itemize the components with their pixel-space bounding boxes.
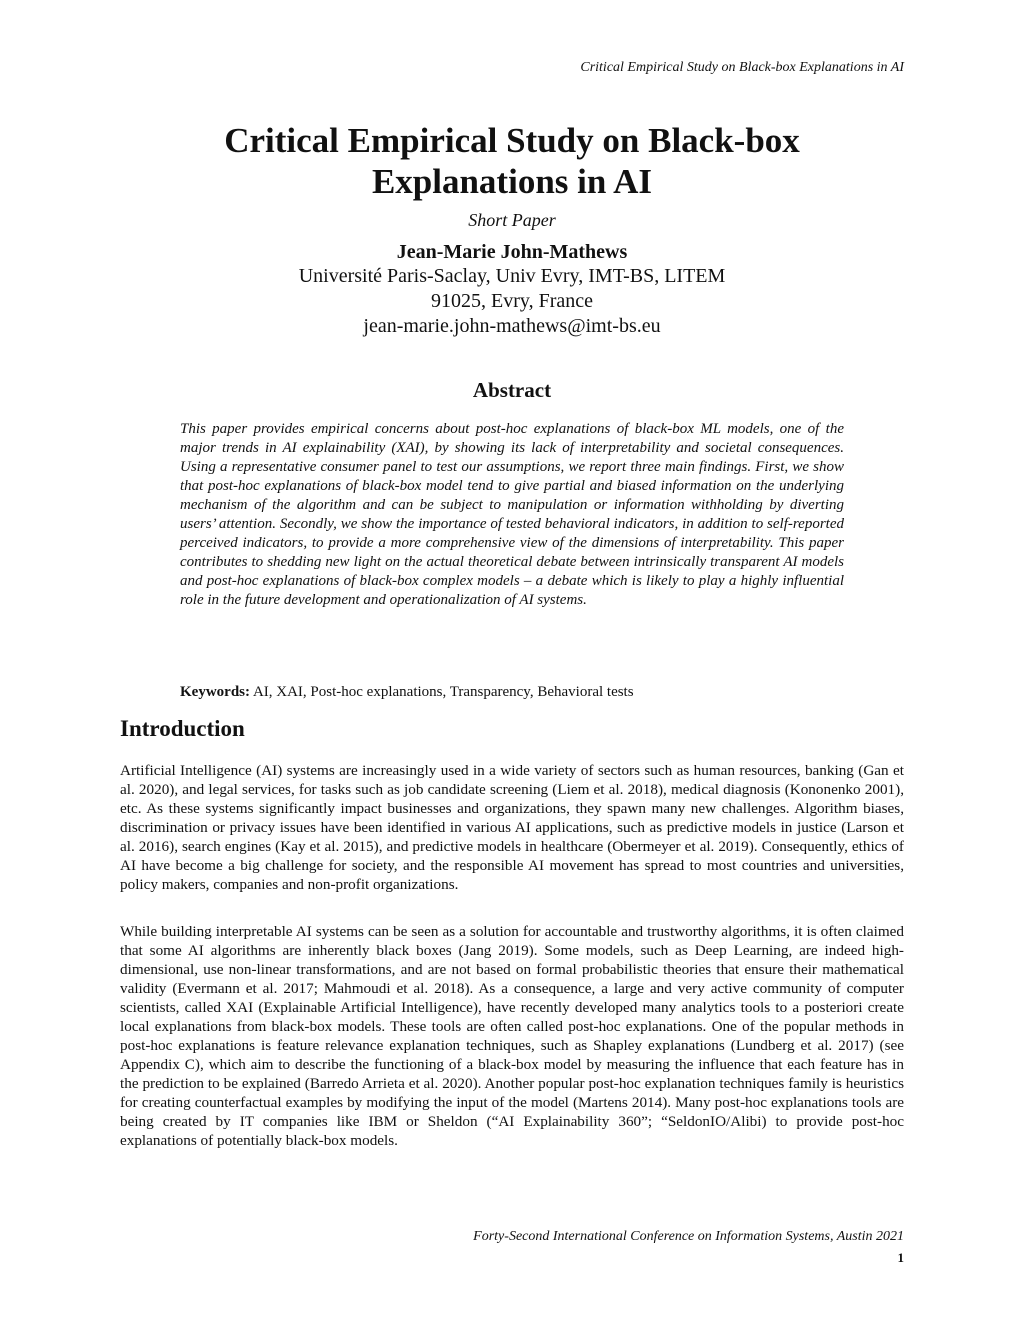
title-block	[0, 120, 1024, 339]
introduction-paragraph-1: Artificial Intelligence (AI) systems are increasingly used in a wide variety of sectors such as human resources, banking (Gan et al. 2020), and legal services, for tasks such as job candidate screening (Liem et al. 2018), medical diagnosis (Kononenko 2001), etc. As these systems significantly impact businesses and organizations, they spawn many new challenges. Algorithm biases, discrimination or privacy issues have been identified in various AI applications, such as predictive models in justice (Larson et al. 2016), search engines (Kay et al. 2015), and predictive models in healthcare (Obermeyer et al. 2019). Consequently, ethics of AI have become a big challenge for society, and the responsible AI movement has spread to most countries and universities, policy makers, companies and non-profit organizations.	[120, 762, 904, 893]
author-address: 91025, Evry, France	[431, 290, 593, 312]
abstract-text: This paper provides empirical concerns about post-hoc explanations of black-box ML models, one of the major trends in AI explainability (XAI), by showing its lack of interpretability and societal consequences. Using a representative consumer panel to test our assumptions, we report three main findings. First, we show that post-hoc explanations of black-box model tend to give partial and biased information on the underlying mechanism of the algorithm and can be subject to manipulation or information withholding by diverting users’ attention. Secondly, we show the importance of tested behavioral indicators, in addition to self-reported perceived indicators, to provide a more comprehensive view of the dimensions of interpretability. This paper contributes to shedding new light on the actual theoretical debate between intrinsically transparent AI models and post-hoc explanations of black-box complex models – a debate which is likely to play a highly influential role in the future development and operationalization of AI systems.	[180, 421, 844, 608]
author-affiliation: Université Paris-Saclay, Univ Evry, IMT-BS, LITEM	[298, 265, 726, 287]
paper-title-line-1: Critical Empirical Study on Black-box	[224, 121, 800, 160]
page-number: 1	[897, 1250, 904, 1265]
running-header: Critical Empirical Study on Black-box Explanations in AI	[580, 60, 904, 75]
author-email: jean-marie.john-mathews@imt-bs.eu	[363, 315, 661, 337]
abstract-heading: Abstract	[472, 378, 552, 402]
paper-title-line-2: Explanations in AI	[371, 162, 653, 201]
keywords	[180, 684, 844, 701]
footer-conference: Forty-Second International Conference on Information Systems, Austin 2021	[473, 1229, 904, 1244]
paper-title	[0, 120, 1024, 202]
keywords-values: AI, XAI, Post-hoc explanations, Transparency, Behavioral tests	[252, 684, 634, 700]
author-name: Jean-Marie John-Mathews	[396, 241, 628, 263]
keywords-label: Keywords:	[180, 684, 250, 700]
introduction-paragraph-2: While building interpretable AI systems can be seen as a solution for accountable and trustworthy algorithms, it is often claimed that some AI algorithms are inherently black boxes (Jang 2019). Some models, such as Deep Learning, are indeed high-dimensional, use non-linear transformations, and are not based on formal probabilistic theories that ensure their mathematical validity (Evermann et al. 2017; Mahmoudi et al. 2018). As a consequence, a large and very active community of computer scientists, called XAI (Explainable Artificial Intelligence), have recently developed many analytics tools to a posteriori create local explanations from black-box models. These tools are often called post-hoc explanations. One of the popular methods in post-hoc explanations is feature relevance explanation techniques, such as Shapley explanations (Lundberg et al. 2017) (see Appendix C), which aim to describe the functioning of a black-box model by measuring the influence that each feature has in the prediction to be explained (Barredo Arrieta et al. 2020). Another popular post-hoc explanation techniques family is heuristics for creating counterfactual examples by modifying the input of the model (Martens 2014). Many post-hoc explanations tools are being created by IT companies like IBM or Sheldon (“AI Explainability 360”; “SeldonIO/Alibi) to provide post-hoc explanations of potentially black-box models.	[120, 923, 904, 1149]
paper-type: Short Paper	[468, 210, 556, 230]
introduction-heading: Introduction	[120, 716, 245, 741]
